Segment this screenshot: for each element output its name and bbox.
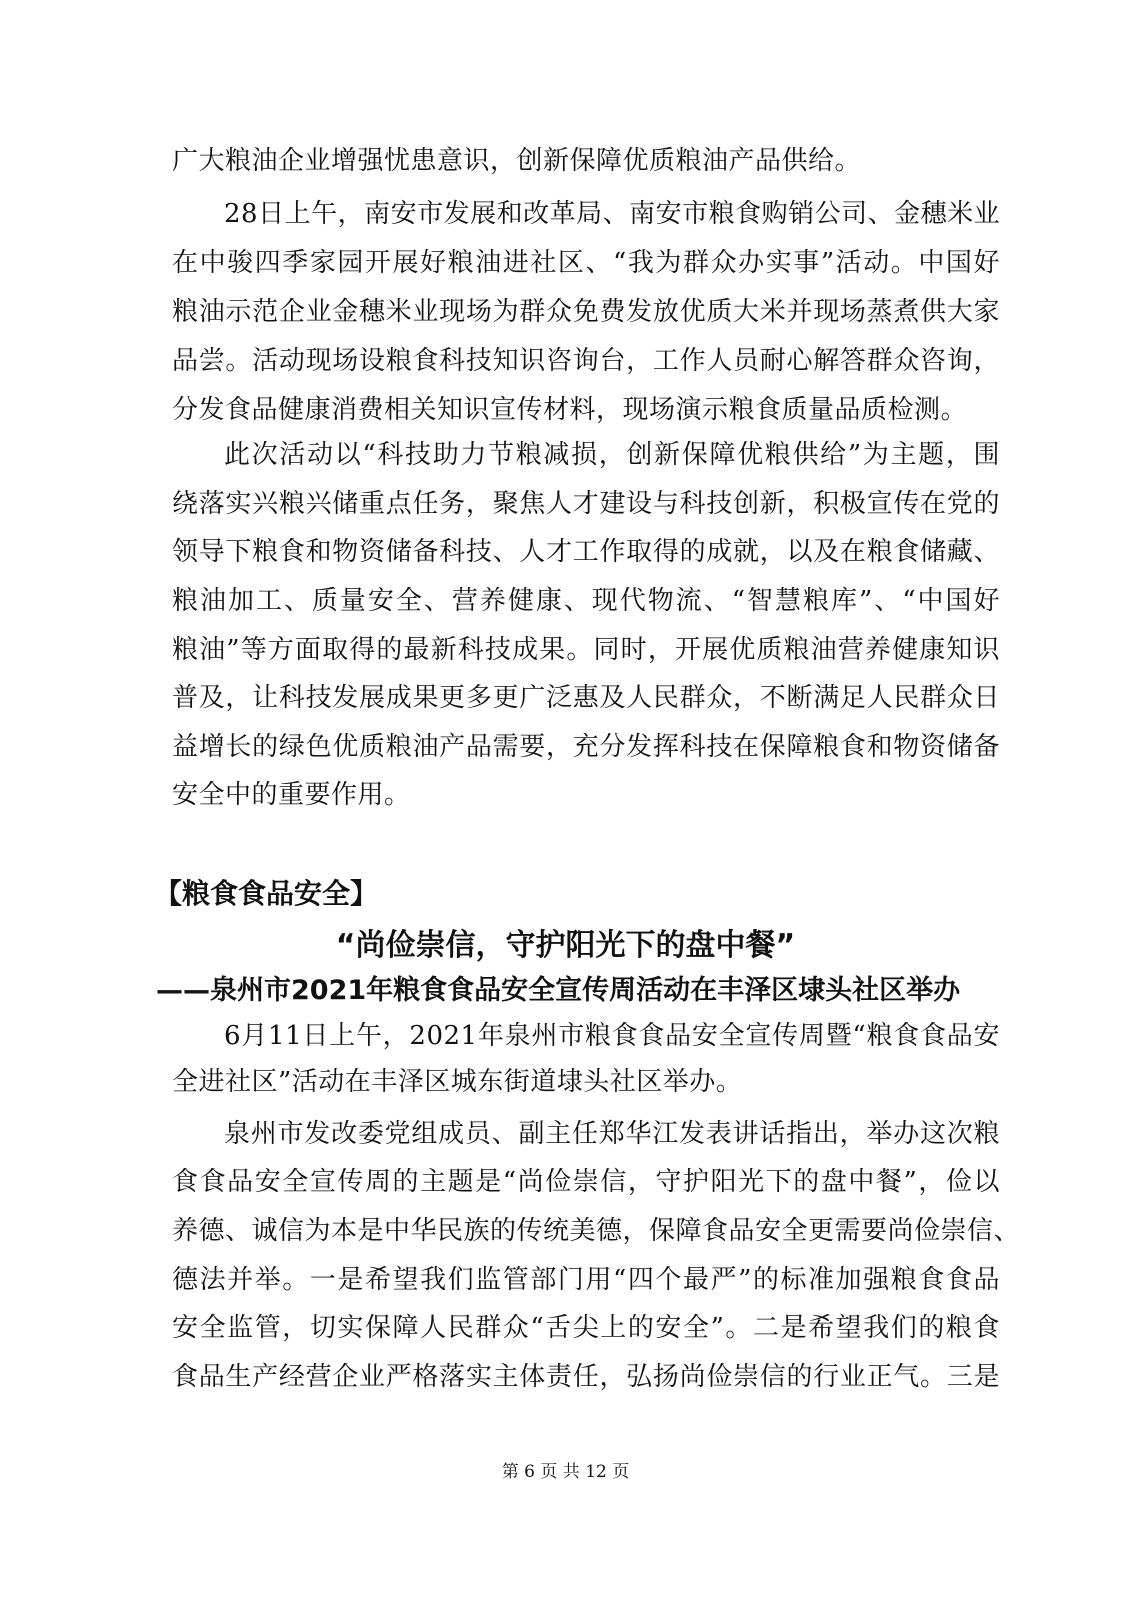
paragraph-line: 粮油加工、质量安全、营养健康、现代物流、“智慧粮库”、“中国好	[172, 586, 1000, 616]
paragraph-line: 养德、诚信为本是中华民族的传统美德，保障食品安全更需要尚俭崇信、	[172, 1216, 1021, 1246]
paragraph-line: 泉州市发改委党组成员、副主任郑华江发表讲话指出，举办这次粮	[224, 1119, 1000, 1149]
paragraph-line: 此次活动以“科技助力节粮减损，创新保障优粮供给”为主题，围	[224, 440, 1000, 470]
paragraph-line: 食食品安全宣传周的主题是“尚俭崇信，守护阳光下的盘中餐”，俭以	[172, 1167, 1000, 1197]
article-headline: “尚俭崇信，守护阳光下的盘中餐”	[335, 928, 796, 963]
paragraph-line: 全进社区”活动在丰泽区城东街道埭头社区举办。	[172, 1067, 743, 1097]
paragraph-line: 普及，让科技发展成果更多更广泛惠及人民群众，不断满足人民群众日	[172, 683, 1000, 713]
paragraph-line: 粮油”等方面取得的最新科技成果。同时，开展优质粮油营养健康知识	[172, 635, 1000, 665]
paragraph-line: 安全中的重要作用。	[172, 780, 411, 810]
paragraph-line: 在中骏四季家园开展好粮油进社区、“我为群众办实事”活动。中国好	[172, 248, 1000, 278]
article-subheadline: ——泉州市2021年粮食食品安全宣传周活动在丰泽区埭头社区举办	[156, 975, 961, 1006]
paragraph-line: 6月11日上午，2021年泉州市粮食食品安全宣传周暨“粮食食品安	[224, 1021, 1000, 1051]
paragraph-line: 28日上午，南安市发展和改革局、南安市粮食购销公司、金穗米业	[224, 199, 1001, 229]
paragraph-line: 品尝。活动现场设粮食科技知识咨询台，工作人员耐心解答群众咨询，	[172, 346, 1000, 376]
paragraph-line: 粮油示范企业金穗米业现场为群众免费发放优质大米并现场蒸煮供大家	[172, 297, 1000, 327]
paragraph-line: 德法并举。一是希望我们监管部门用“四个最严”的标准加强粮食食品	[172, 1265, 1000, 1295]
paragraph-line: 食品生产经营企业严格落实主体责任，弘扬尚俭崇信的行业正气。三是	[172, 1362, 1000, 1392]
paragraph-line: 益增长的绿色优质粮油产品需要，充分发挥科技在保障粮食和物资储备	[172, 732, 1000, 762]
paragraph-line: 绕落实兴粮兴储重点任务，聚焦人才建设与科技创新，积极宣传在党的	[172, 489, 1000, 519]
page-number: 第 6 页 共 12 页	[501, 1462, 630, 1482]
paragraph-line: 领导下粮食和物资储备科技、人才工作取得的成就，以及在粮食储藏、	[172, 537, 1000, 567]
paragraph-line: 安全监管，切实保障人民群众“舌尖上的安全”。二是希望我们的粮食	[172, 1313, 1000, 1343]
paragraph-line: 广大粮油企业增强忧患意识，创新保障优质粮油产品供给。	[172, 146, 862, 176]
paragraph-line: 分发食品健康消费相关知识宣传材料，现场演示粮食质量品质检测。	[172, 395, 968, 425]
section-tag: 【粮食食品安全】	[154, 877, 379, 910]
